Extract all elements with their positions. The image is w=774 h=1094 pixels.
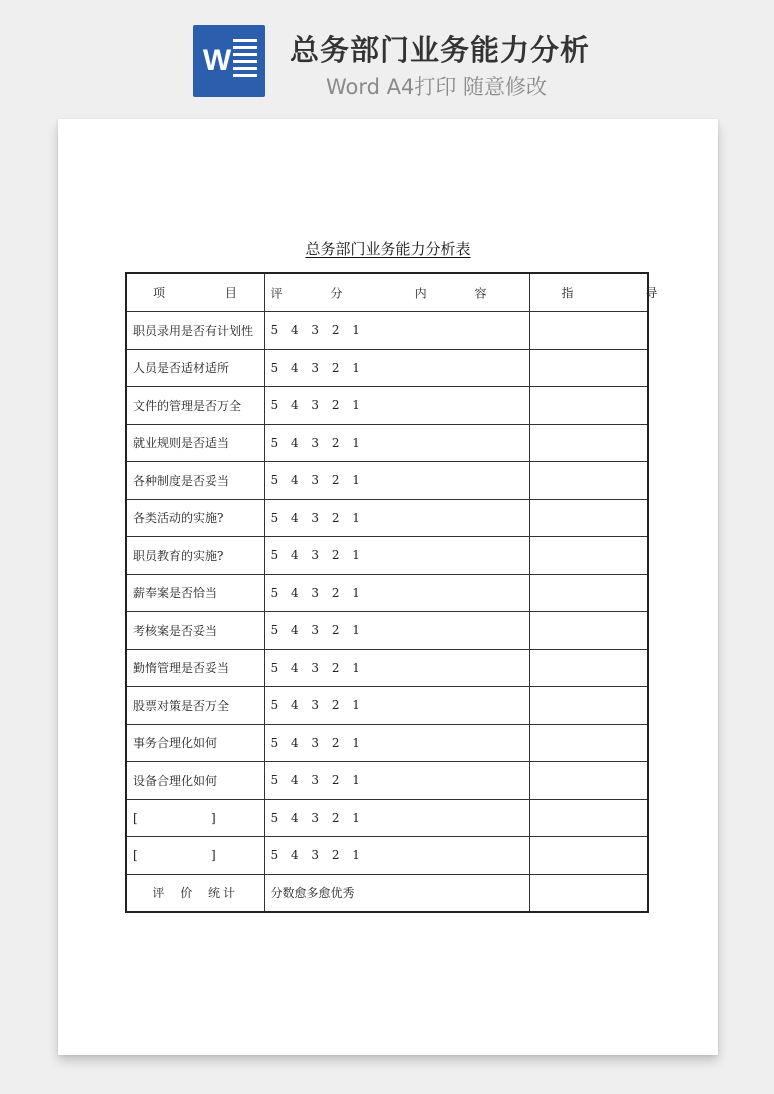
row-score-scale[interactable]: 5 4 3 2 1 — [264, 762, 529, 800]
row-score-scale[interactable]: 5 4 3 2 1 — [264, 837, 529, 875]
row-score-scale[interactable]: 5 4 3 2 1 — [264, 387, 529, 425]
row-guide[interactable] — [529, 462, 648, 500]
row-score-scale[interactable]: 5 4 3 2 1 — [264, 612, 529, 650]
header-score — [264, 273, 529, 312]
row-item: 事务合理化如何 — [126, 724, 264, 762]
row-score-scale[interactable]: 5 4 3 2 1 — [264, 799, 529, 837]
row-item-blank[interactable] — [126, 799, 264, 837]
page-subtitle: Word A4打印 随意修改 — [326, 75, 548, 99]
row-item: 职员教育的实施? — [126, 537, 264, 575]
row-guide[interactable] — [529, 799, 648, 837]
bracket-close: ] — [211, 810, 216, 825]
row-guide[interactable] — [529, 424, 648, 462]
table-row-blank — [126, 799, 648, 837]
document-title — [58, 238, 718, 259]
table-row — [126, 349, 648, 387]
row-guide[interactable] — [529, 574, 648, 612]
row-guide[interactable] — [529, 349, 648, 387]
header-item: 项 目 — [126, 273, 264, 312]
row-item: 文件的管理是否万全 — [126, 387, 264, 425]
table-row — [126, 387, 648, 425]
header-content-label: 内 容 — [414, 286, 509, 300]
row-score-scale[interactable]: 5 4 3 2 1 — [264, 687, 529, 725]
row-score-scale[interactable]: 5 4 3 2 1 — [264, 424, 529, 462]
table-row — [126, 312, 648, 350]
bracket-close: ] — [211, 848, 216, 863]
table-row — [126, 762, 648, 800]
row-score-scale[interactable]: 5 4 3 2 1 — [264, 312, 529, 350]
analysis-table — [125, 272, 692, 913]
row-item: 考核案是否妥当 — [126, 612, 264, 650]
row-guide[interactable] — [529, 687, 648, 725]
row-item: 职员录用是否有计划性 — [126, 312, 264, 350]
table-row — [126, 537, 648, 575]
row-guide[interactable] — [529, 762, 648, 800]
row-score-scale[interactable]: 5 4 3 2 1 — [264, 574, 529, 612]
row-guide[interactable] — [529, 537, 648, 575]
table-row — [126, 687, 648, 725]
row-score-scale[interactable]: 5 4 3 2 1 — [264, 537, 529, 575]
row-guide[interactable] — [529, 387, 648, 425]
header-score-label: 评 分 — [270, 286, 365, 300]
table-row — [126, 499, 648, 537]
row-item: 各种制度是否妥当 — [126, 462, 264, 500]
footer-guide[interactable] — [529, 874, 648, 912]
word-letter: W — [202, 44, 232, 77]
bracket-open: [ — [133, 810, 138, 825]
table-row — [126, 612, 648, 650]
footer-content: 分数愈多愈优秀 — [264, 874, 529, 912]
row-guide[interactable] — [529, 499, 648, 537]
table-row — [126, 424, 648, 462]
bracket-open: [ — [133, 848, 138, 863]
row-item: 股票对策是否万全 — [126, 687, 264, 725]
page-header — [0, 0, 774, 118]
document-title-text: 总务部门业务能力分析表 — [305, 240, 471, 258]
row-score-scale[interactable]: 5 4 3 2 1 — [264, 649, 529, 687]
table-footer-row — [126, 874, 648, 912]
row-item: 薪奉案是否恰当 — [126, 574, 264, 612]
row-guide[interactable] — [529, 312, 648, 350]
row-item: 设备合理化如何 — [126, 762, 264, 800]
row-guide[interactable] — [529, 612, 648, 650]
row-item: 勤惰管理是否妥当 — [126, 649, 264, 687]
table-row — [126, 462, 648, 500]
table-header-row — [126, 273, 648, 312]
table-row — [126, 574, 648, 612]
row-score-scale[interactable]: 5 4 3 2 1 — [264, 349, 529, 387]
footer-label: 评 价 统计 — [126, 874, 264, 912]
row-item-blank[interactable] — [126, 837, 264, 875]
row-guide[interactable] — [529, 724, 648, 762]
row-score-scale[interactable]: 5 4 3 2 1 — [264, 724, 529, 762]
document-lines-icon — [233, 39, 257, 81]
table-row — [126, 724, 648, 762]
row-item: 各类活动的实施? — [126, 499, 264, 537]
row-item: 人员是否适材适所 — [126, 349, 264, 387]
row-score-scale[interactable]: 5 4 3 2 1 — [264, 462, 529, 500]
row-guide[interactable] — [529, 649, 648, 687]
header-guide: 指 导 — [529, 273, 648, 312]
document-page — [58, 119, 718, 1055]
row-score-scale[interactable]: 5 4 3 2 1 — [264, 499, 529, 537]
row-item: 就业规则是否适当 — [126, 424, 264, 462]
page-title: 总务部门业务能力分析 — [290, 33, 591, 67]
table-row-blank — [126, 837, 648, 875]
table-row — [126, 649, 648, 687]
word-icon — [193, 25, 265, 97]
row-guide[interactable] — [529, 837, 648, 875]
